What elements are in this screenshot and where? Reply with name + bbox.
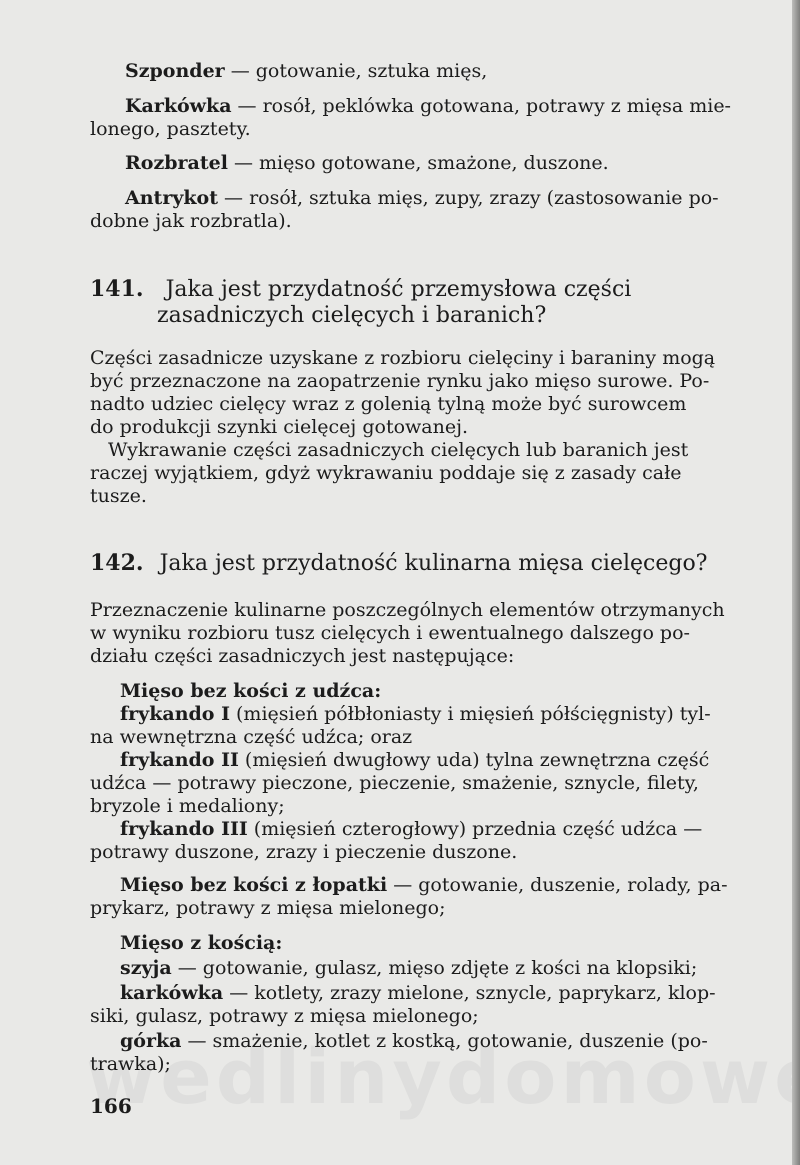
entry-term: frykando I (120, 703, 230, 725)
entry-term: Karkówka (125, 95, 232, 117)
entry-continuation: siki, gulasz, potrawy z mięsa mielonego; (90, 1005, 479, 1027)
section-heading: Mięso z kością: (120, 932, 283, 954)
lopatka-entry (120, 874, 728, 896)
entry-continuation: dobne jak rozbratla). (90, 210, 292, 232)
question-title-line2: zasadniczych cielęcych i baranich? (157, 303, 547, 328)
karkowka-entry (120, 982, 716, 1004)
entry-term: szyja (120, 957, 172, 979)
entry-text: (mięsień dwugłowy uda) tylna zewnętrzna część (238, 749, 710, 771)
entry-rozbratel (125, 152, 609, 174)
entry-term: Mięso bez kości z łopatki (120, 874, 388, 896)
entry-text: — smażenie, kotlet z kostką, gotowanie, duszenie (po- (181, 1030, 708, 1052)
entry-antrykot (125, 187, 719, 209)
entry-term: Antrykot (125, 187, 218, 209)
paragraph-line: Części zasadnicze uzyskane z rozbioru cielęciny i baraniny mogą (90, 347, 716, 369)
entry-term: karkówka (120, 982, 224, 1004)
paragraph-line: tusze. (90, 485, 147, 507)
entry-term: górka (120, 1030, 182, 1052)
entry-continuation: lonego, pasztety. (90, 118, 251, 140)
question-141-heading (90, 275, 631, 304)
paragraph-line: Przeznaczenie kulinarne poszczególnych elementów otrzymanych (90, 599, 725, 621)
frykando-2-entry (120, 749, 709, 771)
entry-text: — gotowanie, duszenie, rolady, pa- (387, 874, 728, 896)
watermark (86, 1032, 706, 1112)
entry-text: — kotlety, zrazy mielone, sznycle, paprykarz, klop- (223, 982, 716, 1004)
entry-text: — mięso gotowane, smażone, duszone. (227, 152, 609, 174)
szyja-entry (120, 957, 697, 979)
page-number: 166 (90, 1094, 132, 1118)
paragraph-line: nadto udziec cielęcy wraz z golenią tylną może być surowcem (90, 393, 687, 415)
paragraph-line: być przeznaczone na zaopatrzenie rynku jako mięso surowe. Po- (90, 370, 710, 392)
frykando-3-entry (120, 818, 702, 840)
entry-term: Szponder (125, 60, 225, 82)
question-142-heading (90, 549, 707, 578)
entry-szponder (125, 60, 487, 82)
entry-continuation: potrawy duszone, zrazy i pieczenie duszone. (90, 841, 518, 863)
entry-term: Rozbratel (125, 152, 228, 174)
paragraph-line: w wyniku rozbioru tusz cielęcych i ewentualnego dalszego po- (90, 622, 690, 644)
frykando-1-entry (120, 703, 711, 725)
entry-term: frykando III (120, 818, 248, 840)
entry-karkowka (125, 95, 731, 117)
entry-continuation: bryzole i medaliony; (90, 795, 285, 817)
question-number: 141. (90, 276, 144, 302)
entry-text: — gotowanie, gulasz, mięso zdjęte z kości na klopsiki; (171, 957, 698, 979)
entry-text: — gotowanie, sztuka mięs, (224, 60, 488, 82)
entry-continuation: prykarz, potrawy z mięsa mielonego; (90, 897, 446, 919)
question-number: 142. (90, 550, 144, 576)
question-title-line1: Jaka jest przydatność przemysłowa części (165, 277, 632, 302)
question-title: Jaka jest przydatność kulinarna mięsa cielęcego? (159, 551, 708, 576)
entry-continuation: udźca — potrawy pieczone, pieczenie, smażenie, sznycle, filety, (90, 772, 699, 794)
entry-continuation: trawka); (90, 1053, 171, 1075)
paragraph-line: do produkcji szynki cielęcej gotowanej. (90, 416, 469, 438)
entry-text: (mięsień półbłoniasty i mięsień półścięgnisty) tyl- (229, 703, 711, 725)
entry-term: frykando II (120, 749, 239, 771)
paragraph-line: Wykrawanie części zasadniczych cielęcych lub baranich jest (108, 439, 689, 461)
entry-text: — rosół, peklówka gotowana, potrawy z mięsa mie- (231, 95, 731, 117)
paragraph-line: działu części zasadniczych jest następujące: (90, 645, 515, 667)
paragraph-line: raczej wyjątkiem, gdyż wykrawaniu poddaje się z zasady całe (90, 462, 682, 484)
entry-text: (mięsień czterogłowy) przednia część udźca — (247, 818, 703, 840)
section-heading: Mięso bez kości z udźca: (120, 680, 382, 702)
entry-continuation: na wewnętrzna część udźca; oraz (90, 726, 413, 748)
entry-text: — rosół, sztuka mięs, zupy, zrazy (zastosowanie po- (218, 187, 719, 209)
